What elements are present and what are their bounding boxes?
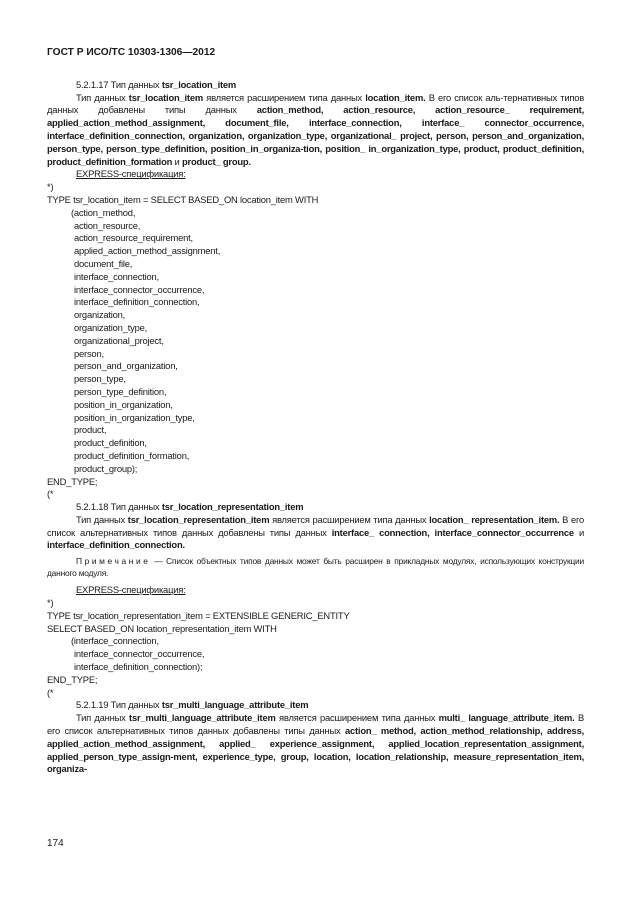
section-title-prefix: Тип данных [110,699,160,711]
code-line: END_TYPE; [47,475,98,487]
para-text: Тип данных [76,91,126,103]
para-type-list: interface_ connection, interface_connector_occurrence [331,526,574,538]
code-item-list [47,635,584,673]
para-text: является расширением типа данных [206,91,363,103]
code-item: person, [74,347,104,359]
code-item: product_definition, [74,437,147,449]
code-item: document_file, [74,257,133,269]
code-item: interface_connector_occurrence, [74,283,205,295]
code-item: interface_connection, [74,270,159,282]
section-number: 5.2.1.18 [76,501,109,513]
note-text: — Список объектных типов данных может быть расширен в прикладных модулях, использующих конструкции данного модуля. [47,556,584,579]
code-item: applied_action_method_assignment, [74,245,221,257]
express-label-text: EXPRESS-спецификация: [76,584,186,596]
note-label: Примечание [76,556,151,567]
code-line: (* [47,488,54,500]
para-type-name: interface_definition_connection. [47,539,185,551]
section-title-type: tsr_location_item [161,78,237,90]
section-title-prefix: Тип данных [110,78,160,90]
code-item: (interface_connection, [71,635,159,647]
code-item: organizational_project, [74,334,164,346]
document-header: ГОСТ Р ИСО/ТС 10303-1306—2012 [47,47,216,58]
para-text: В его список альтернативных типов данных добавлены типы данных [47,712,584,737]
code-item-list [47,207,584,476]
code-line: *) [47,181,54,193]
code-item: interface_connector_occurrence, [74,648,205,660]
para-type-list: action_method, action_resource, action_resource_ requirement, applied_action_method_assignment, document_file, interface_connection, interface_ connector_occurrence, interface_definition_connection, organization, organization_type, organizational_ project, person, person_and_organization, person_type, person_type_definition, position_in_organiza-tion, position_ in_organization_type, product, product_definition, product_definition_formation [47,104,585,167]
para-type-name: product_ group. [181,155,251,167]
para-text: В его список альтернативных типов данных добавлены типы данных [47,513,584,538]
para-type-name: location_item. [365,91,426,103]
code-item: product_definition_formation, [74,449,190,461]
express-label-text: EXPRESS-спецификация: [76,168,186,180]
para-text: В его список аль-тернативных типов данных добавлены типы данных [47,91,585,116]
code-line: TYPE tsr_location_item = SELECT BASED_ON location_item WITH [47,193,319,205]
express-label [47,584,584,597]
code-item: person_type, [74,373,126,385]
para-text: Тип данных [76,712,126,724]
document-page [47,47,584,776]
para-type-list: action_ method, action_method_relationship, address, applied_action_method_assignment, applied_ experience_assignment, applied_location_representation_assignment, applied_person_type_assign-ment, experience_type, group, location, location_relationship, measure_representation_item, organiza- [47,725,584,775]
code-line: *) [47,597,54,609]
section-paragraph-5-2-1-19 [47,712,584,776]
code-item: position_in_organization, [74,398,173,410]
code-item: interface_definition_connection, [74,296,200,308]
express-label [47,168,584,181]
para-type-name: location_ representation_item. [429,513,560,525]
section-title-type: tsr_location_representation_item [161,501,304,513]
section-number: 5.2.1.19 [76,699,109,711]
code-item: product_group); [74,462,138,474]
para-text: является расширением типа данных [272,513,427,525]
code-item: product, [74,424,107,436]
code-item: interface_definition_connection); [74,661,203,673]
code-line: (* [47,686,54,698]
code-item: (action_method, [71,206,136,218]
para-text: и [174,155,180,167]
code-item: person_type_definition, [74,385,167,397]
section-number: 5.2.1.17 [76,78,109,90]
code-item: person_and_organization, [74,360,178,372]
note-block [47,555,584,579]
section-heading-5-2-1-19 [47,699,584,712]
code-item: position_in_organization_type, [74,411,195,423]
section-paragraph-5-2-1-17 [47,92,584,169]
code-item: action_resource, [74,219,141,231]
code-line: SELECT BASED_ON location_representation_item WITH [47,622,277,634]
section-paragraph-5-2-1-18 [47,514,584,552]
para-text: и [578,526,585,538]
para-type-name: tsr_multi_language_attribute_item [129,712,276,724]
para-type-name: tsr_location_item [128,91,203,103]
para-type-name: multi_ language_attribute_item. [438,712,575,724]
page-number: 174 [47,838,64,849]
para-type-name: tsr_location_representation_item [127,513,270,525]
section-title-prefix: Тип данных [110,501,160,513]
code-item: organization, [74,309,126,321]
section-title-type: tsr_multi_language_attribute_item [161,699,309,711]
para-text: Тип данных [76,513,126,525]
code-item: organization_type, [74,321,148,333]
section-heading-5-2-1-17 [47,79,584,92]
code-line: END_TYPE; [47,673,98,685]
para-text: является расширением типа данных [279,712,436,724]
code-item: action_resource_requirement, [74,232,193,244]
code-line: TYPE tsr_location_representation_item = EXTENSIBLE GENERIC_ENTITY [47,609,350,621]
section-heading-5-2-1-18 [47,501,584,514]
